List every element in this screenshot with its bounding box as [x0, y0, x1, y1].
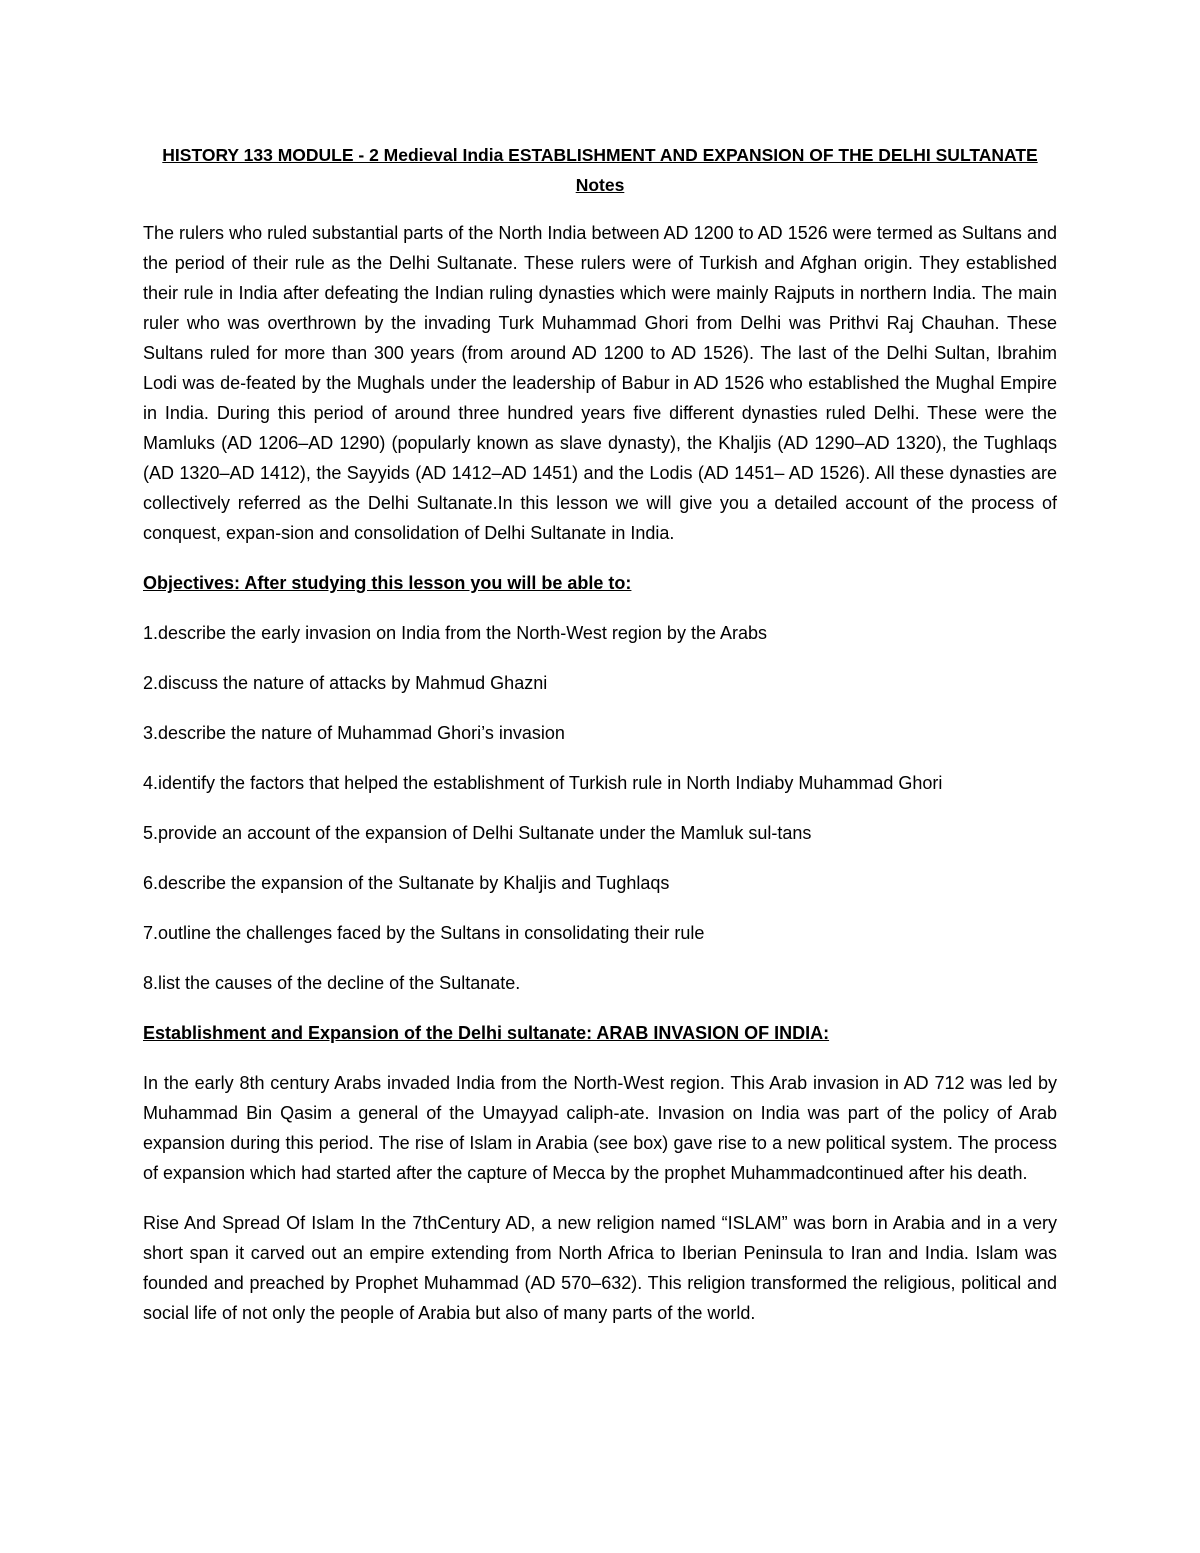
objectives-list — [143, 618, 1057, 998]
document-title — [143, 140, 1057, 200]
arab-invasion-paragraph: In the early 8th century Arabs invaded India from the North-West region. This Arab invasion in AD 712 was led by Muhammad Bin Qasim a general of the Umayyad caliph-ate. Invasion on India was part of the policy of Arab expansion during this period. The rise of Islam in Arabia (see box) gave rise to a new political system. The process of expansion which had started after the capture of Mecca by the prophet Muhammadcontinued after his death. — [143, 1073, 1057, 1183]
objective-item: 6.describe the expansion of the Sultanate by Khaljis and Tughlaqs — [143, 873, 670, 893]
objective-item: 2.discuss the nature of attacks by Mahmud Ghazni — [143, 673, 548, 693]
objective-item: 4.identify the factors that helped the establishment of Turkish rule in North Indiaby Muhammad Ghori — [143, 773, 943, 793]
intro-paragraph: The rulers who ruled substantial parts of the North India between AD 1200 to AD 1526 were termed as Sultans and the period of their rule as the Delhi Sultanate. These rulers were of Turkish and Afghan origin. They established their rule in India after defeating the Indian ruling dynasties which were mainly Rajputs in northern India. The main ruler who was overthrown by the invading Turk Muhammad Ghori from Delhi was Prithvi Raj Chauhan. These Sultans ruled for more than 300 years (from around AD 1200 to AD 1526). The last of the Delhi Sultan, Ibrahim Lodi was de-feated by the Mughals under the leadership of Babur in AD 1526 who established the Mughal Empire in India. During this period of around three hundred years five different dynasties ruled Delhi. These were the Mamluks (AD 1206–AD 1290) (popularly known as slave dynasty), the Khaljis (AD 1290–AD 1320), the Tughlaqs (AD 1320–AD 1412), the Sayyids (AD 1412–AD 1451) and the Lodis (AD 1451– AD 1526). All these dynasties are collectively referred as the Delhi Sultanate.In this lesson we will give you a detailed account of the process of conquest, expan-sion and consolidation of Delhi Sultanate in India. — [143, 223, 1057, 543]
objective-item: 3.describe the nature of Muhammad Ghori’s invasion — [143, 723, 565, 743]
objective-item: 1.describe the early invasion on India from the North-West region by the Arabs — [143, 623, 767, 643]
islam-paragraph: Rise And Spread Of Islam In the 7thCentury AD, a new religion named “ISLAM” was born in Arabia and in a very short span it carved out an empire extending from North Africa to Iberian Peninsula to Iran and India. Islam was founded and preached by Prophet Muhammad (AD 570–632). This religion transformed the religious, political and social life of not only the people of Arabia but also of many parts of the world. — [143, 1213, 1057, 1323]
objective-item: 8.list the causes of the decline of the Sultanate. — [143, 973, 521, 993]
objectives-heading: Objectives: After studying this lesson you will be able to: — [143, 573, 632, 593]
document-page — [143, 140, 1057, 1328]
title-line-1: HISTORY 133 MODULE - 2 Medieval India ESTABLISHMENT AND EXPANSION OF THE DELHI SULTANATE — [162, 145, 1038, 165]
title-line-2: Notes — [575, 175, 625, 195]
section-heading: Establishment and Expansion of the Delhi sultanate: ARAB INVASION OF INDIA: — [143, 1023, 830, 1043]
objective-item: 5.provide an account of the expansion of Delhi Sultanate under the Mamluk sul-tans — [143, 823, 812, 843]
objective-item: 7.outline the challenges faced by the Sultans in consolidating their rule — [143, 923, 705, 943]
